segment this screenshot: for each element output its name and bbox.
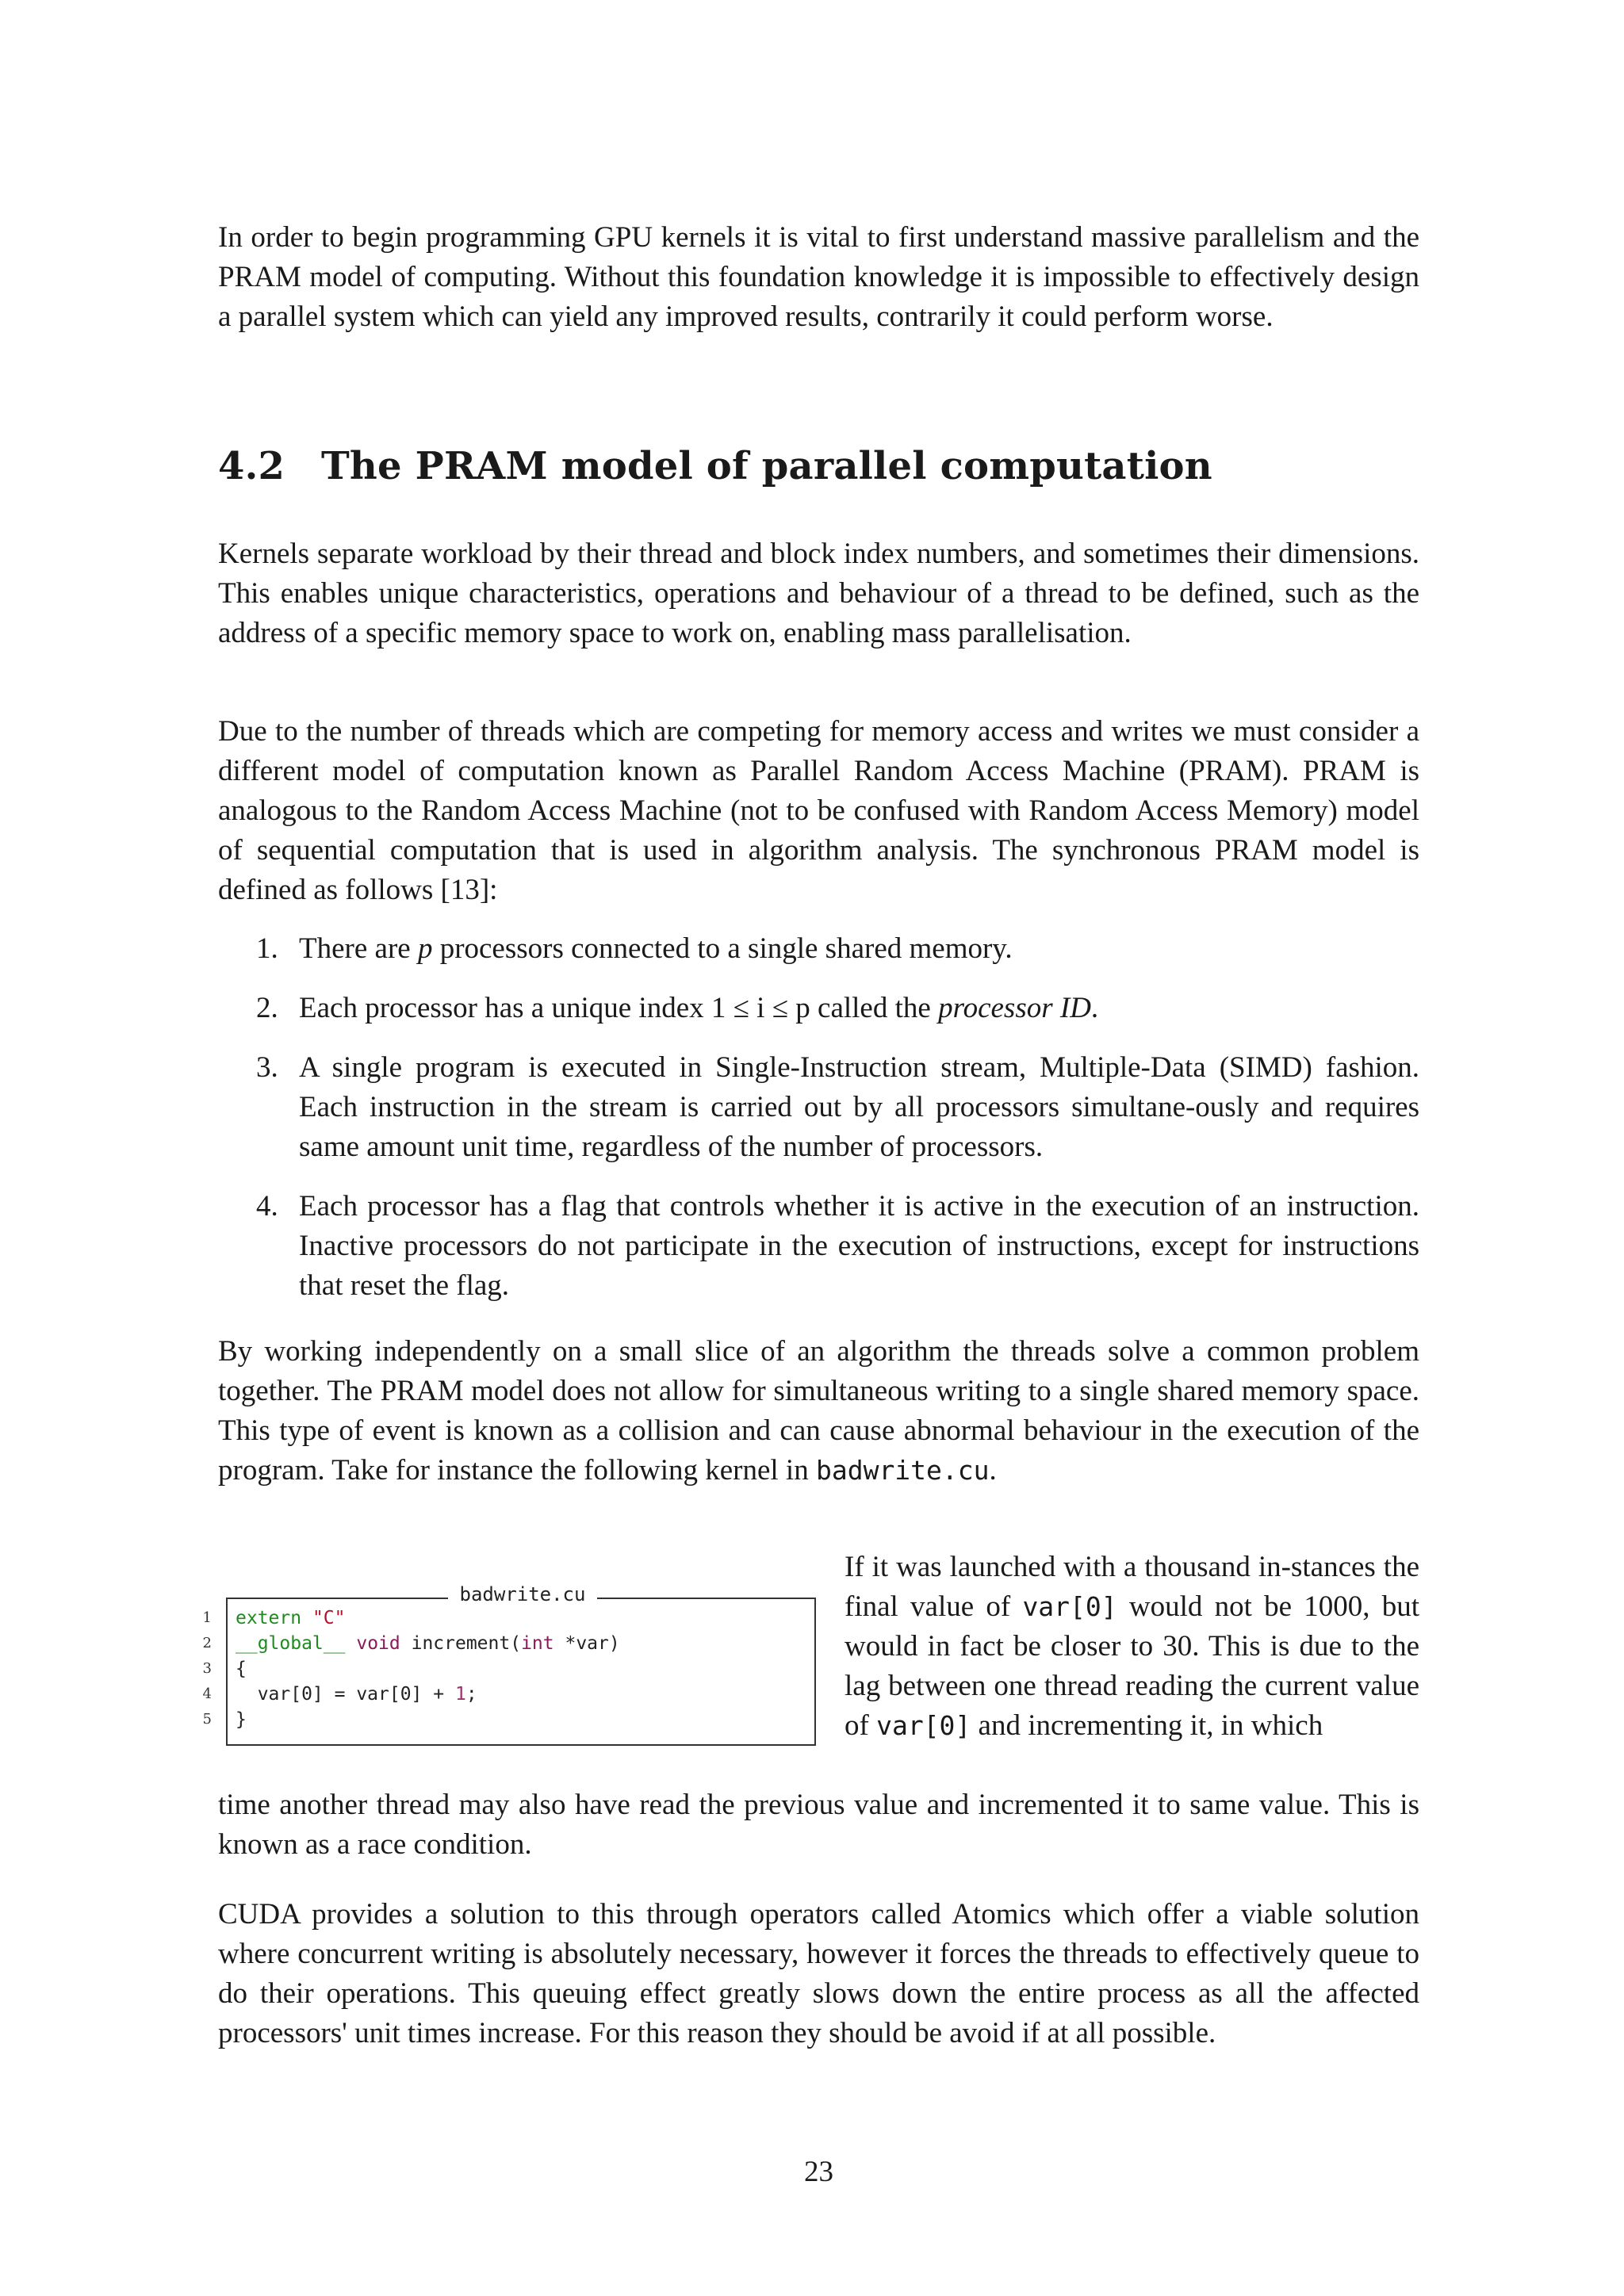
list-item [218,1048,1419,1167]
semicolon: ; [465,1684,477,1705]
line-number: 3 [202,1660,212,1677]
page-number: 23 [804,2156,833,2188]
paragraph-text-end: . [989,1454,997,1487]
paragraph-race-condition: time another thread may also have read the previous value and incremented it to same value. This is known as a race condition. [218,1789,1419,1861]
section-heading [218,444,1212,488]
line-numbers [188,1605,212,1732]
list-item [218,929,1419,969]
document-page [202,0,1420,2296]
line-number: 2 [202,1635,212,1651]
number-literal: 1 [454,1684,466,1705]
section-number: 4.2 [218,444,285,488]
keyword-extern: extern [236,1608,302,1628]
paragraph-pram: Due to the number of threads which are competing for memory access and writes we must consider a different model of computation known as Parallel Random Access Machine (PRAM). PRAM is analogous to the Random Access Machine (not to be confused with Random Access Memory) model of sequential computation that is used in algorithm analysis. The synchronous PRAM model is defined as follows [13]: [218,715,1419,906]
list-marker: 4. [256,1190,278,1223]
line-number: 5 [202,1711,212,1728]
paragraph-atomics: CUDA provides a solution to this through operators called Atomics which offer a viable solution where concurrent writing is absolutely necessary, however it forces the threads to effectively queue to do their operations. This queuing effect greatly slows down the entire process as all the affected processors' unit times increase. For this reason they should be avoid if at all possible. [218,1898,1419,2049]
inline-code-filename: badwrite.cu [815,1455,990,1486]
keyword-int: int [521,1633,554,1654]
code-filename: badwrite.cu [459,1583,586,1605]
keyword-global: __global__ [236,1633,346,1654]
list-item-text: A single program is executed in Single-Instruction stream, Multiple-Data (SIMD) fashion. Each instruction in the stream is carried out by all processors simultane-ously and requires same amount unit time, regardless of the number of processors. [299,1051,1419,1163]
keyword-void: void [356,1633,400,1654]
inline-code-var: var[0] [1022,1591,1117,1622]
code-line: { [236,1659,247,1679]
intro-paragraph: In order to begin programming GPU kernels it is vital to first understand massive parallelism and the PRAM model of computing. Without this foundation knowledge it is impossible to effectively design a parallel system which can yield any improved results, contrarily it could perform worse. [218,221,1419,333]
side-text: would not be 1000, but would in fact be closer to 30. This is due to the lag between one thread reading the current value of [845,1590,1420,1742]
code-line: } [236,1709,247,1730]
function-name: increment( [411,1633,522,1654]
line-number: 1 [202,1609,212,1626]
code-line [236,1605,620,1631]
statement: var[0] = var[0] + [236,1684,455,1705]
paragraph-collision [218,1332,1419,1490]
list-item-text: There are [299,932,418,965]
paragraph-text: By working independently on a small slice of an algorithm the threads solve a common problem together. The PRAM model does not allow for simultaneous writing to a single shared memory space. This type of event is known as a collision and can cause abnormal behaviour in the execution of the program. Take for instance the following kernel in [218,1335,1419,1487]
code-frame-top-right [597,1598,816,1599]
code-listing [202,1583,816,1746]
side-paragraph [845,1548,1419,1746]
code-line [236,1631,620,1656]
parameter: *var) [565,1633,620,1654]
pram-definition-list [218,929,1419,1326]
inline-code-var: var[0] [876,1710,971,1741]
side-text: and incrementing it, in which [971,1709,1323,1742]
code-line [236,1682,620,1707]
side-text: If it was launched with a thousand in-stances the final value of [845,1551,1419,1623]
list-marker: 1. [256,932,278,965]
paragraph-kernels: Kernels separate workload by their thread and block index numbers, and sometimes their dimensions. This enables unique characteristics, operations and behaviour of a thread to be defined, such as the address of a specific memory space to work on, enabling mass parallelisation. [218,538,1419,649]
code-text [236,1605,620,1732]
section-title: The PRAM model of parallel computation [321,444,1212,488]
list-item-text: Each processor has a unique index 1 ≤ i ≤ p called the [299,992,939,1024]
list-item-text-end: processors connected to a single shared memory. [432,932,1013,965]
list-item-text-end: . [1090,992,1099,1024]
list-marker: 3. [256,1051,278,1084]
list-item [218,989,1419,1028]
list-item [218,1187,1419,1306]
list-marker: 2. [256,992,278,1024]
list-item-text: Each processor has a flag that controls whether it is active in the execution of an instruction. Inactive processors do not participate in the execution of instructions, except for instructions that reset the flag. [299,1190,1419,1302]
list-item-emphasis: processor ID [938,992,1091,1024]
line-number: 4 [202,1686,212,1702]
string-literal: "C" [312,1608,346,1628]
code-frame-top-left [226,1598,448,1599]
list-item-emphasis: p [417,932,433,965]
